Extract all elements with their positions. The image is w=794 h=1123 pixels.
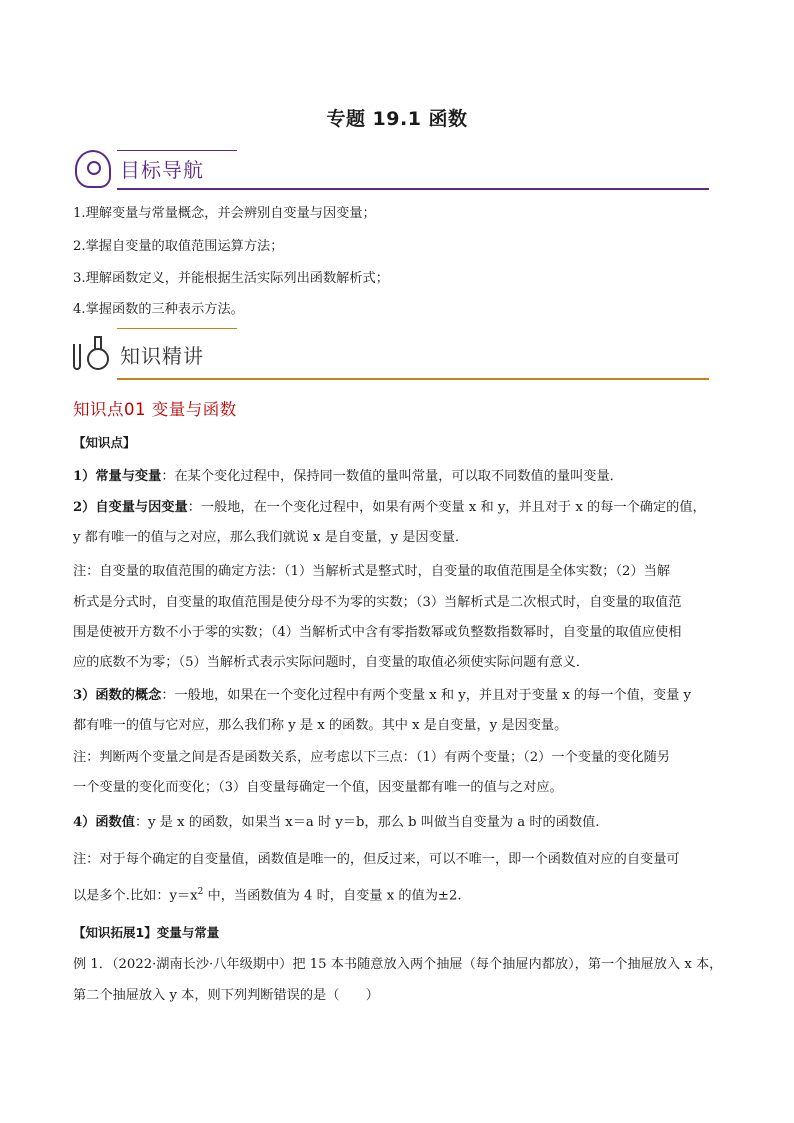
- line-constants: [73, 467, 723, 487]
- header-rule: [117, 188, 709, 190]
- line-text: ：一般地，在一个变化过程中，如果有两个变量 x 和 y，并且对于 x 的每一个确定的值，: [187, 500, 706, 515]
- line-variables: [73, 498, 723, 518]
- example-1-line-1: 例 1．（2022·湖南长沙·八年级期中）把 15 本书随意放入两个抽屉（每个抽屉内都放），第一个抽屉放入 x 本，: [73, 957, 723, 972]
- note-text: 以是多个.比如：y＝x: [73, 888, 198, 904]
- line-head: 4）函数值: [73, 815, 135, 830]
- note-function-2: 一个变量的变化而变化；（3）自变量每确定一个值，因变量都有唯一的值与之对应。: [73, 780, 563, 795]
- extension-tag: 【知识拓展1】变量与常量: [73, 925, 220, 940]
- line-head: 3）函数的概念: [73, 688, 162, 703]
- note-function-1: 注：判断两个变量之间是否是函数关系，应考虑以下三点：（1）有两个变量；（2）一个变量的变化随另: [73, 750, 671, 765]
- section-header-goal: [73, 150, 709, 198]
- flask-icon: [73, 334, 113, 374]
- line-text: ：一般地，如果在一个变化过程中有两个变量 x 和 y，并且对于变量 x 的每一个值，变量 y: [161, 688, 691, 703]
- line-function: [73, 686, 723, 706]
- line-text: ：y 是 x 的函数，如果当 x＝a 时 y＝b，那么 b 叫做当自变量为 a 时的函数值.: [134, 815, 600, 830]
- section-header-knowledge: [73, 328, 709, 376]
- note-text: 中，当函数值为 4 时，自变量 x 的值为±2.: [203, 888, 462, 904]
- line-function-value: [73, 813, 723, 833]
- goal-item-2: 2.掌握自变量的取值范围运算方法；: [73, 239, 284, 254]
- line-function-2: 都有唯一的值与它对应，那么我们称 y 是 x 的函数。其中 x 是自变量，y 是因变量。: [73, 718, 568, 733]
- knowledge-tag: 【知识点】: [73, 435, 136, 450]
- brain-gear-icon: [75, 150, 111, 188]
- line-variables-2: y 都有唯一的值与之对应，那么我们就说 x 是自变量，y 是因变量．: [73, 530, 469, 545]
- example-1-line-2: 第二个抽屉放入 y 本，则下列判断错误的是（ ）: [73, 988, 379, 1003]
- line-head: 2）自变量与因变量: [73, 500, 188, 515]
- note-value-1: 注：对于每个确定的自变量值，函数值是唯一的，但反过来，可以不唯一，即一个函数值对应的自变量可: [73, 852, 680, 867]
- header-rule-top: [117, 328, 237, 329]
- line-text: ：在某个变化过程中，保持同一数值的量叫常量，可以取不同数值的量叫变量．: [161, 469, 623, 484]
- note-range-2: 析式是分式时，自变量的取值范围是使分母不为零的实数；（3）当解析式是二次根式时，自变量的取值范: [73, 595, 682, 610]
- knowledge-point-title: 知识点01 变量与函数: [73, 400, 237, 419]
- page-title: 专题 19.1 函数: [326, 108, 468, 130]
- goal-item-3: 3.理解函数定义，并能根据生活实际列出函数解析式；: [73, 271, 389, 286]
- note-value-2: [73, 882, 723, 906]
- exponent: 2: [197, 887, 204, 897]
- goal-item-1: 1.理解变量与常量概念，并会辨别自变量与因变量；: [73, 206, 376, 221]
- goal-item-4: 4.掌握函数的三种表示方法。: [73, 302, 244, 317]
- header-rule: [117, 378, 709, 380]
- note-range-4: 应的底数不为零；（5）当解析式表示实际问题时，自变量的取值必须使实际问题有意义．: [73, 655, 590, 670]
- section-title-goal: 目标导航: [120, 158, 204, 182]
- note-range-1: 注：自变量的取值范围的确定方法：（1）当解析式是整式时，自变量的取值范围是全体实数；（2）当解: [73, 564, 671, 579]
- line-head: 1）常量与变量: [73, 469, 162, 484]
- header-rule-top: [117, 150, 237, 151]
- section-title-knowledge: 知识精讲: [120, 344, 204, 368]
- note-range-3: 围是使被开方数不小于零的实数；（4）当解析式中含有零指数幂或负整数指数幂时，自变量的取值应使相: [73, 625, 682, 640]
